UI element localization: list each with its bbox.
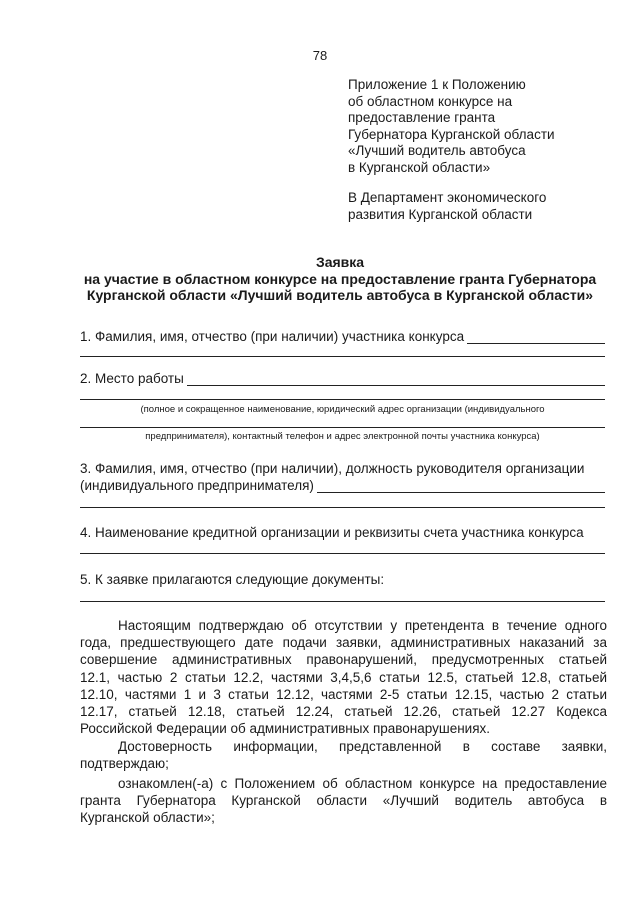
field-label: 4. Наименование кредитной организации и реквизиты счета участника конкурса [80,525,584,540]
field-participant-name [80,329,605,344]
field-label: 1. Фамилия, имя, отчество (при наличии) участника конкурса [80,329,465,344]
paragraph-line: 12.1, частью 2 статьи 12.2, частями 3,4,5,6 статьи 12.5, статьей 12.8, статьей [80,669,607,685]
confirmation-paragraph [80,617,607,737]
appendix-line: Приложение 1 к Положению [348,77,526,92]
paragraph-line: года, предшествующего дате подачи заявки, административных наказаний за [80,635,607,651]
field-workplace [80,371,605,386]
paragraph-line: 12.10, частями 1 и 3 статьи 12.12, частями 2-5 статьи 12.15, частью 2 статьи [80,686,607,702]
field-label: (индивидуального предпринимателя) [80,478,314,493]
paragraph-line: гранта Губернатора Курганской области «Лучший водитель автобуса в [80,793,607,809]
blank-line [80,507,605,508]
blank-line [80,356,605,357]
paragraph-line: 12.17, статьей 12.18, статьей 12.24, статьей 12.26, статьей 12.27 Кодекса [80,704,607,720]
blank-line [80,427,605,428]
document-title: Заявка [315,254,365,270]
paragraph-line: Достоверность информации, представленной в составе заявки, [118,739,607,754]
appendix-note [348,77,555,176]
field-attachments [80,572,605,587]
page-number: 78 [312,48,328,63]
paragraph-line: Курганской области»; [80,810,215,826]
acknowledgement-paragraph [80,775,607,827]
appendix-line: в Курганской области» [348,159,491,175]
field-note: (полное и сокращенное наименование, юридический адрес организации (индивидуального [140,404,545,415]
field-bank-details [80,525,605,540]
field-note: предпринимателя), контактный телефон и адрес электронной почты участника конкурса) [145,431,540,442]
appendix-line: «Лучший водитель автобуса [348,143,526,158]
paragraph-line: подтверждаю; [80,756,169,772]
document-subtitle-line: Курганской области «Лучший водитель автобуса в Курганской области» [86,287,594,303]
paragraph-line: Настоящим подтверждаю об отсутствии у претендента в течение одного [118,618,607,633]
blank-line [467,331,605,344]
blank-line [187,373,605,386]
appendix-line: предоставление гранта [348,110,496,125]
blank-line [80,399,605,400]
application-heading [0,254,640,304]
blank-line [80,553,605,554]
paragraph-line: совершение административных правонарушений, предусмотренных статьей [80,652,607,668]
blank-line [317,480,605,493]
accuracy-paragraph [80,738,607,772]
field-label: 3. Фамилия, имя, отчество (при наличии), должность руководителя организации [80,461,585,476]
field-label: 2. Место работы [80,371,184,386]
document-subtitle-line: на участие в областном конкурсе на предоставление гранта Губернатора [83,270,597,287]
addressee-line: развития Курганской области [348,206,533,222]
field-manager-name-cont [80,478,605,493]
addressee [348,190,546,223]
appendix-line: Губернатора Курганской области [348,126,555,142]
paragraph-line: Российской Федерации об административных правонарушениях. [80,721,491,737]
addressee-line: В Департамент экономического [348,190,547,205]
paragraph-line: ознакомлен(-а) с Положением об областном конкурсе на предоставление [118,776,607,791]
field-label: 5. К заявке прилагаются следующие документы: [80,572,385,587]
appendix-line: об областном конкурсе на [348,93,513,109]
field-manager-name [80,461,605,476]
blank-line [80,601,605,602]
